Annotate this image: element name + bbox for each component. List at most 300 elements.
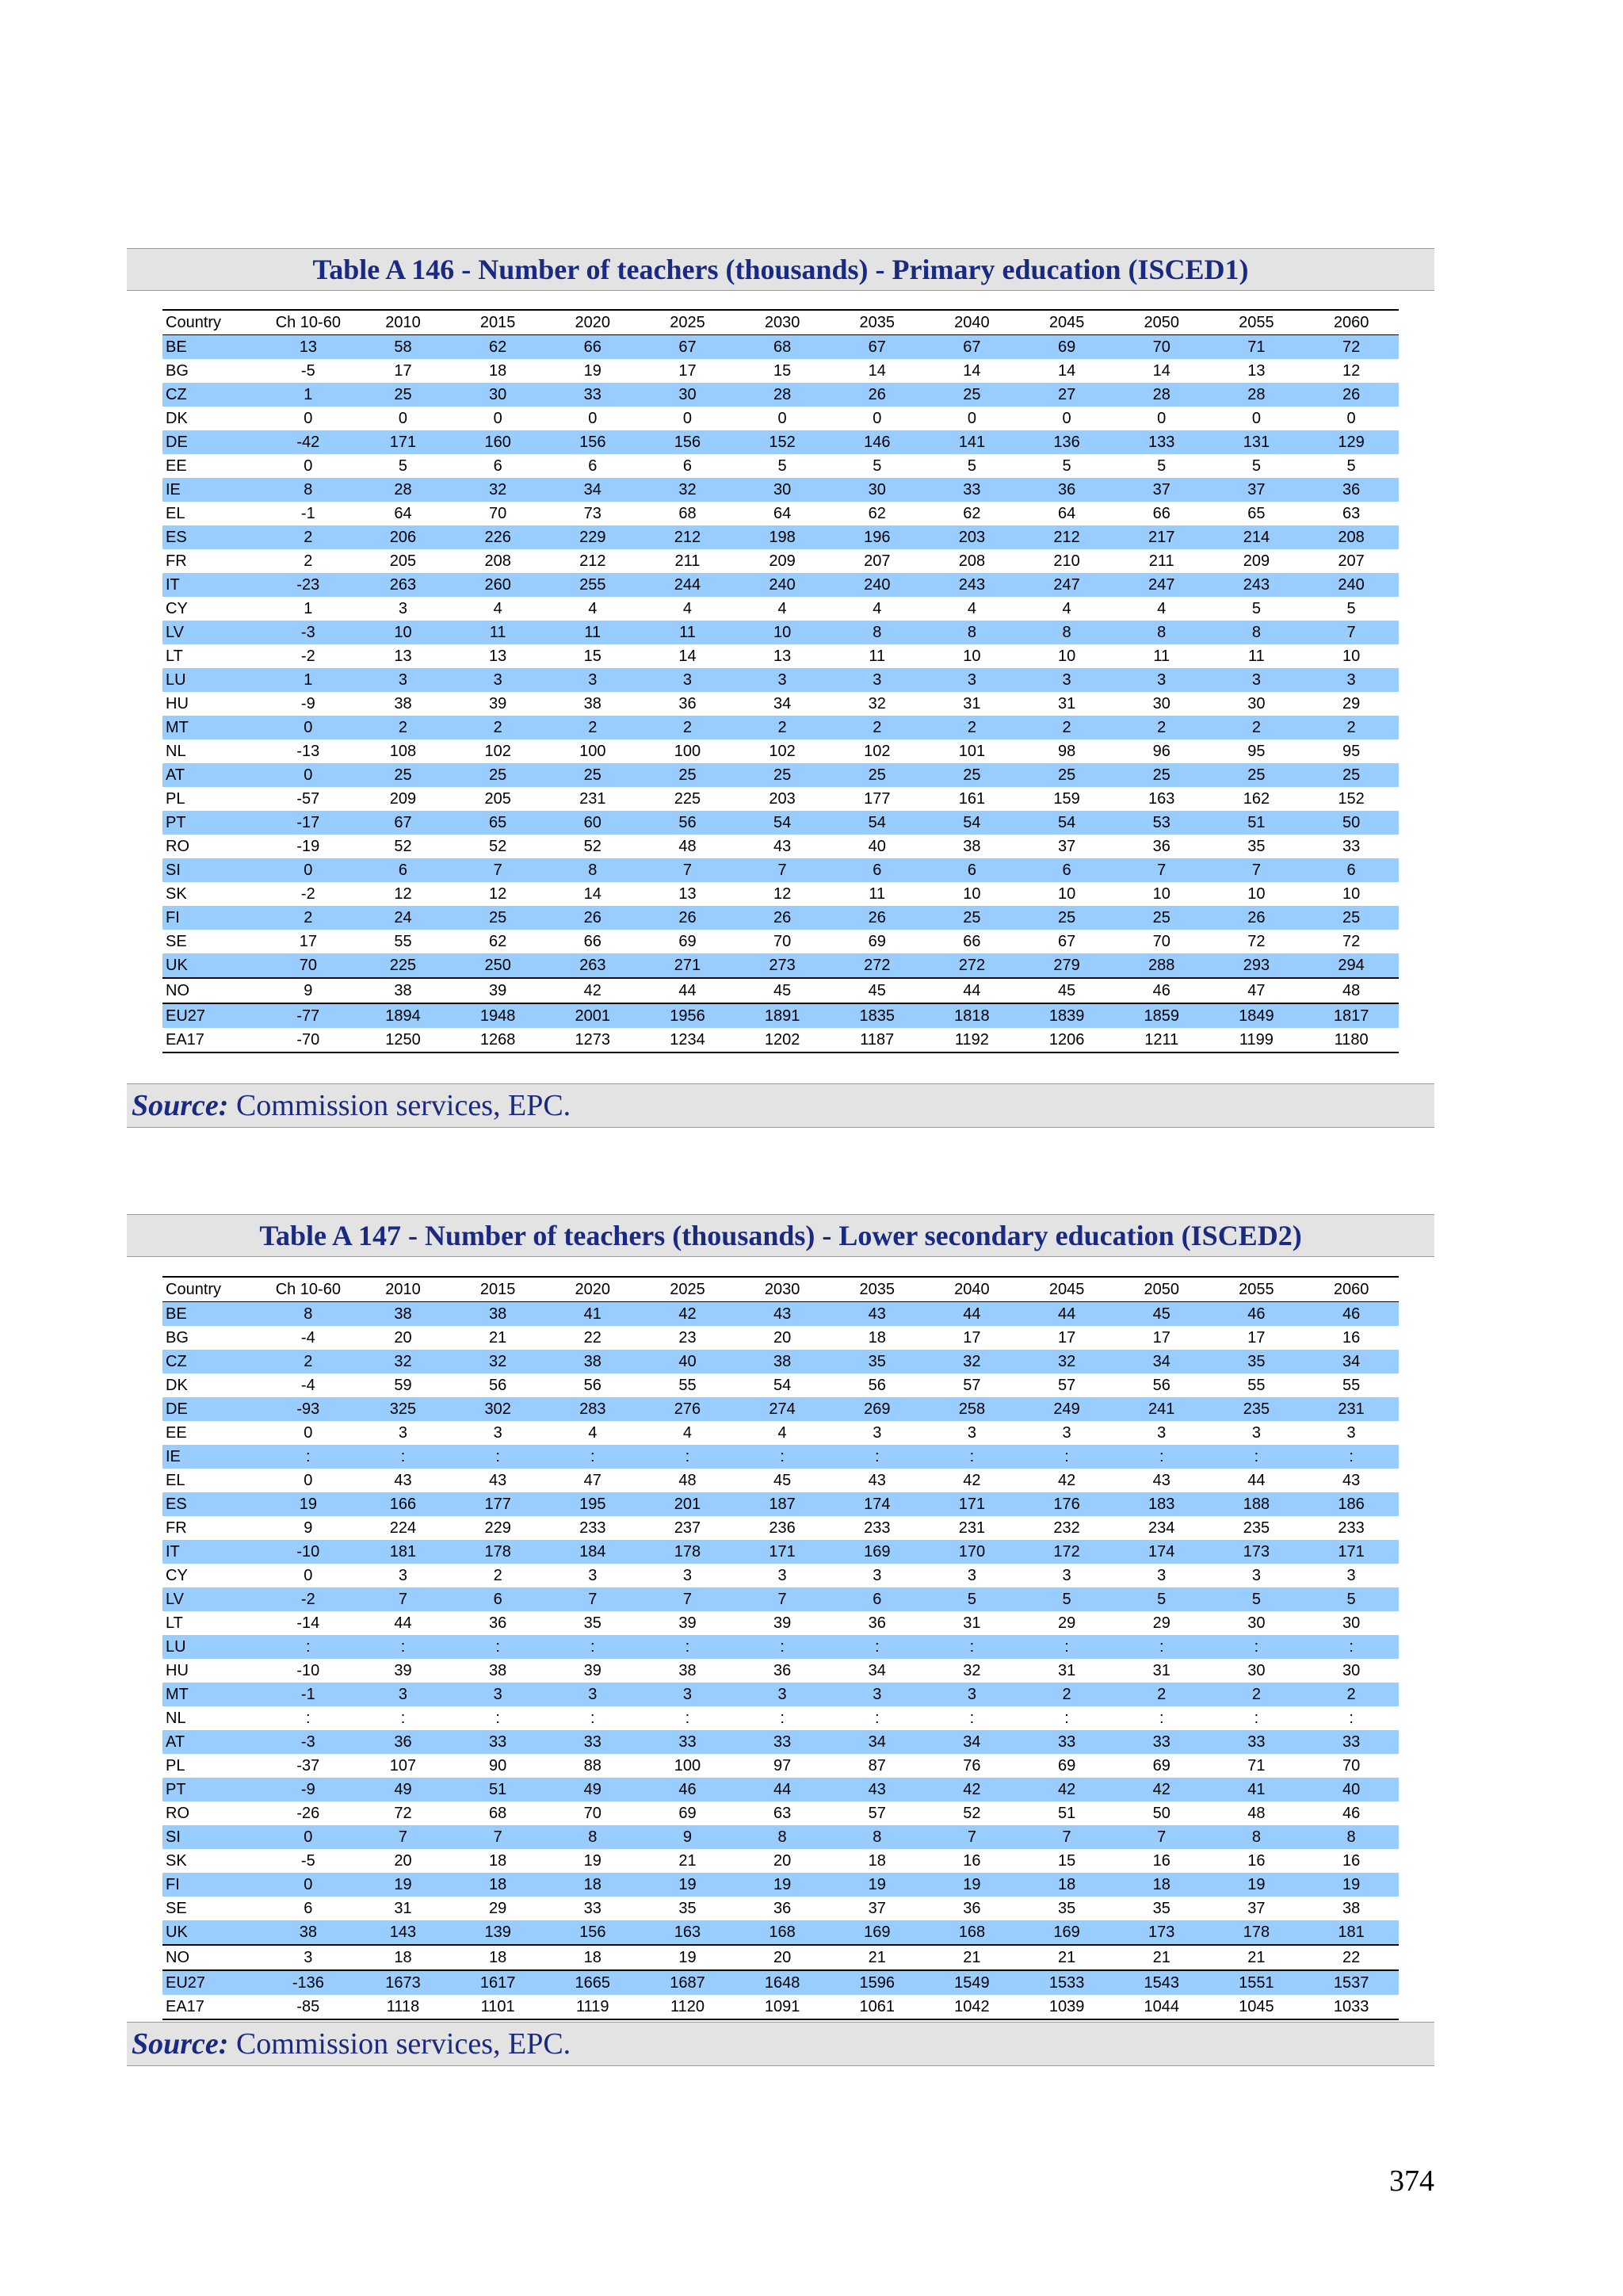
value-cell: 1948 bbox=[450, 1003, 545, 1028]
value-cell: 212 bbox=[674, 529, 701, 546]
value-cell: 3 bbox=[967, 671, 976, 689]
value-cell: 70 bbox=[299, 957, 317, 974]
value-cell: 57 bbox=[868, 1805, 886, 1822]
value-cell: 26 bbox=[678, 909, 697, 926]
value-cell: 67 bbox=[963, 338, 981, 356]
value-cell: 10 bbox=[1247, 885, 1266, 903]
table-row bbox=[162, 383, 1399, 407]
value-cell: 15 bbox=[773, 362, 792, 380]
value-cell: 44 bbox=[925, 978, 1020, 1003]
value-cell: 46 bbox=[678, 1781, 697, 1798]
value-cell: 152 bbox=[769, 434, 796, 451]
value-cell: -19 bbox=[296, 838, 320, 855]
country-cell: UK bbox=[166, 1924, 188, 1941]
value-cell: 3 bbox=[682, 671, 693, 689]
value-cell: -26 bbox=[296, 1805, 320, 1822]
primary-education-table bbox=[162, 309, 1399, 1053]
country-cell: HU bbox=[166, 695, 189, 712]
value-cell: 50 bbox=[1342, 814, 1361, 831]
value-cell: 25 bbox=[1057, 766, 1076, 784]
table-row bbox=[162, 716, 1399, 739]
value-cell: 35 bbox=[678, 1900, 697, 1917]
value-cell: 43 bbox=[773, 838, 792, 855]
value-cell: 172 bbox=[1053, 1543, 1080, 1561]
value-cell: 35 bbox=[1247, 1353, 1266, 1370]
value-cell: 8 bbox=[304, 1305, 313, 1323]
value-cell: 34 bbox=[868, 1662, 886, 1679]
value-cell: 21 bbox=[1114, 1945, 1209, 1970]
value-cell: 19 bbox=[678, 1876, 697, 1893]
value-cell: 38 bbox=[394, 695, 412, 712]
value-cell: : bbox=[400, 1448, 406, 1465]
country-cell: IE bbox=[166, 1448, 181, 1465]
value-cell: 40 bbox=[678, 1353, 697, 1370]
country-cell: NL bbox=[166, 1710, 186, 1727]
value-cell: : bbox=[969, 1710, 975, 1727]
country-cell: EL bbox=[166, 505, 185, 522]
country-cell: AT bbox=[166, 766, 185, 784]
value-cell: 2001 bbox=[545, 1003, 640, 1028]
value-cell: 16 bbox=[1152, 1852, 1170, 1870]
country-cell: EU27 bbox=[162, 1970, 261, 1995]
value-cell: -9 bbox=[300, 1781, 315, 1798]
value-cell: : bbox=[969, 1638, 975, 1656]
value-cell: 8 bbox=[304, 481, 313, 499]
table-row bbox=[162, 454, 1399, 478]
value-cell: 0 bbox=[304, 1828, 313, 1846]
country-cell: LV bbox=[166, 624, 184, 641]
value-cell: 171 bbox=[769, 1543, 796, 1561]
value-cell: 1537 bbox=[1304, 1970, 1399, 1995]
value-cell: 1187 bbox=[830, 1028, 925, 1052]
value-cell: 45 bbox=[735, 978, 830, 1003]
value-cell: 162 bbox=[1243, 790, 1270, 808]
value-cell: 174 bbox=[864, 1496, 891, 1513]
value-cell: 30 bbox=[1342, 1614, 1361, 1632]
value-cell: : bbox=[306, 1710, 311, 1727]
value-cell: 25 bbox=[963, 386, 981, 403]
country-cell: CY bbox=[166, 600, 188, 617]
value-cell: -13 bbox=[296, 743, 320, 760]
value-cell: 7 bbox=[777, 861, 787, 879]
value-cell: 33 bbox=[1342, 1733, 1361, 1751]
value-cell: 159 bbox=[1053, 790, 1080, 808]
value-cell: 7 bbox=[777, 1591, 787, 1608]
country-cell: BE bbox=[166, 1305, 187, 1323]
value-cell: 3 bbox=[1346, 1424, 1356, 1442]
country-cell: SE bbox=[166, 933, 187, 950]
value-cell: 6 bbox=[873, 861, 882, 879]
value-cell: 1180 bbox=[1304, 1028, 1399, 1052]
value-cell: 32 bbox=[489, 1353, 507, 1370]
value-cell: 28 bbox=[1152, 386, 1170, 403]
country-cell: ES bbox=[166, 529, 187, 546]
value-cell: 3 bbox=[1157, 671, 1167, 689]
value-cell: 10 bbox=[963, 648, 981, 665]
value-cell: 1202 bbox=[735, 1028, 830, 1052]
column-header: 2035 bbox=[830, 310, 925, 335]
value-cell: 5 bbox=[1346, 1591, 1356, 1608]
value-cell: 29 bbox=[1152, 1614, 1170, 1632]
value-cell: 203 bbox=[958, 529, 986, 546]
value-cell: 30 bbox=[868, 481, 886, 499]
value-cell: 6 bbox=[493, 1591, 502, 1608]
value-cell: 2 bbox=[1062, 1686, 1071, 1703]
value-cell: 19 bbox=[868, 1876, 886, 1893]
value-cell: 56 bbox=[489, 1377, 507, 1394]
value-cell: 1549 bbox=[925, 1970, 1020, 1995]
value-cell: 13 bbox=[394, 648, 412, 665]
table-row bbox=[162, 597, 1399, 621]
page-number: 374 bbox=[1389, 2164, 1434, 2198]
column-header: 2035 bbox=[830, 1277, 925, 1302]
value-cell: 64 bbox=[1057, 505, 1076, 522]
column-header: 2040 bbox=[925, 1277, 1020, 1302]
value-cell: 72 bbox=[1247, 933, 1266, 950]
value-cell: 232 bbox=[1053, 1519, 1080, 1537]
value-cell: 240 bbox=[864, 576, 891, 594]
value-cell: : bbox=[495, 1638, 500, 1656]
table-row bbox=[162, 1995, 1399, 2019]
value-cell: 3 bbox=[1157, 1424, 1167, 1442]
value-cell: 48 bbox=[678, 1472, 697, 1489]
value-cell: 18 bbox=[545, 1945, 640, 1970]
value-cell: 7 bbox=[1157, 861, 1167, 879]
value-cell: 0 bbox=[1157, 410, 1167, 427]
value-cell: 250 bbox=[484, 957, 511, 974]
value-cell: 63 bbox=[773, 1805, 792, 1822]
value-cell: 15 bbox=[1057, 1852, 1076, 1870]
column-header: 2020 bbox=[545, 310, 640, 335]
table-row bbox=[162, 1683, 1399, 1706]
value-cell: 17 bbox=[1152, 1329, 1170, 1347]
value-cell: 269 bbox=[864, 1400, 891, 1418]
value-cell: 4 bbox=[682, 600, 693, 617]
value-cell: 70 bbox=[1152, 933, 1170, 950]
value-cell: 55 bbox=[1342, 1377, 1361, 1394]
country-cell: IE bbox=[166, 481, 181, 499]
value-cell: 4 bbox=[493, 600, 502, 617]
value-cell: 186 bbox=[1338, 1496, 1365, 1513]
table-row bbox=[162, 1970, 1399, 1995]
value-cell: 67 bbox=[1057, 933, 1076, 950]
value-cell: 3 bbox=[1062, 1424, 1071, 1442]
value-cell: 1042 bbox=[925, 1995, 1020, 2019]
value-cell: 25 bbox=[678, 766, 697, 784]
value-cell: 44 bbox=[640, 978, 735, 1003]
value-cell: 4 bbox=[588, 600, 598, 617]
value-cell: 39 bbox=[678, 1614, 697, 1632]
value-cell: 62 bbox=[489, 338, 507, 356]
value-cell: 37 bbox=[1152, 481, 1170, 499]
table-row bbox=[162, 1003, 1399, 1028]
value-cell: 27 bbox=[1057, 386, 1076, 403]
value-cell: 37 bbox=[1247, 1900, 1266, 1917]
value-cell: 3 bbox=[1251, 1567, 1261, 1584]
value-cell: 1206 bbox=[1019, 1028, 1114, 1052]
value-cell: 18 bbox=[450, 1945, 545, 1970]
value-cell: 21 bbox=[830, 1945, 925, 1970]
value-cell: 62 bbox=[963, 505, 981, 522]
value-cell: 17 bbox=[299, 933, 317, 950]
value-cell: 54 bbox=[1057, 814, 1076, 831]
value-cell: 3 bbox=[967, 1686, 976, 1703]
value-cell: 1648 bbox=[735, 1970, 830, 1995]
value-cell: 55 bbox=[1247, 1377, 1266, 1394]
value-cell: 1687 bbox=[640, 1970, 735, 1995]
value-cell: 19 bbox=[583, 1852, 601, 1870]
value-cell: 247 bbox=[1148, 576, 1175, 594]
value-cell: 288 bbox=[1148, 957, 1175, 974]
value-cell: 203 bbox=[769, 790, 796, 808]
value-cell: 70 bbox=[489, 505, 507, 522]
value-cell: 14 bbox=[963, 362, 981, 380]
value-cell: 66 bbox=[1152, 505, 1170, 522]
value-cell: 1268 bbox=[450, 1028, 545, 1052]
value-cell: 273 bbox=[769, 957, 796, 974]
value-cell: 31 bbox=[1152, 1662, 1170, 1679]
value-cell: 169 bbox=[864, 1543, 891, 1561]
table-row bbox=[162, 1326, 1399, 1350]
value-cell: 4 bbox=[588, 1424, 598, 1442]
table-row bbox=[162, 1516, 1399, 1540]
value-cell: 169 bbox=[864, 1924, 891, 1941]
column-header: 2055 bbox=[1209, 1277, 1304, 1302]
value-cell: 3 bbox=[873, 1567, 882, 1584]
table-row bbox=[162, 1730, 1399, 1754]
value-cell: 2 bbox=[1346, 719, 1356, 736]
value-cell: 101 bbox=[958, 743, 986, 760]
table-147-title: Table A 147 - Number of teachers (thousands) - Lower secondary education (ISCED2) bbox=[127, 1214, 1434, 1257]
value-cell: 44 bbox=[963, 1305, 981, 1323]
value-cell: 10 bbox=[1057, 885, 1076, 903]
value-cell: 17 bbox=[963, 1329, 981, 1347]
table-row bbox=[162, 1945, 1399, 1970]
value-cell: 0 bbox=[777, 410, 787, 427]
value-cell: 25 bbox=[489, 766, 507, 784]
table-row bbox=[162, 882, 1399, 906]
value-cell: 3 bbox=[1157, 1567, 1167, 1584]
value-cell: 3 bbox=[1062, 1567, 1071, 1584]
value-cell: 263 bbox=[389, 576, 417, 594]
value-cell: 129 bbox=[1338, 434, 1365, 451]
table-row bbox=[162, 953, 1399, 978]
value-cell: 62 bbox=[868, 505, 886, 522]
value-cell: 35 bbox=[868, 1353, 886, 1370]
column-header: 2040 bbox=[925, 310, 1020, 335]
value-cell: 13 bbox=[1247, 362, 1266, 380]
value-cell: 7 bbox=[398, 1828, 408, 1846]
value-cell: 5 bbox=[873, 457, 882, 475]
value-cell: 72 bbox=[394, 1805, 412, 1822]
value-cell: 178 bbox=[674, 1543, 701, 1561]
value-cell: 42 bbox=[1152, 1781, 1170, 1798]
value-cell: 43 bbox=[868, 1305, 886, 1323]
value-cell: 52 bbox=[394, 838, 412, 855]
value-cell: 34 bbox=[583, 481, 601, 499]
value-cell: 235 bbox=[1243, 1519, 1270, 1537]
value-cell: 41 bbox=[583, 1305, 601, 1323]
value-cell: 2 bbox=[1062, 719, 1071, 736]
value-cell: 249 bbox=[1053, 1400, 1080, 1418]
value-cell: 95 bbox=[1342, 743, 1361, 760]
value-cell: 71 bbox=[1247, 338, 1266, 356]
value-cell: 258 bbox=[958, 1400, 986, 1418]
value-cell: 19 bbox=[583, 362, 601, 380]
value-cell: 196 bbox=[864, 529, 891, 546]
value-cell: 188 bbox=[1243, 1496, 1270, 1513]
value-cell: 1 bbox=[304, 386, 313, 403]
value-cell: 1859 bbox=[1114, 1003, 1209, 1028]
table-147-source bbox=[127, 2022, 1434, 2066]
value-cell: 25 bbox=[1247, 766, 1266, 784]
value-cell: 17 bbox=[1247, 1329, 1266, 1347]
value-cell: 5 bbox=[1346, 457, 1356, 475]
value-cell: : bbox=[969, 1448, 975, 1465]
value-cell: 163 bbox=[1148, 790, 1175, 808]
value-cell: 1061 bbox=[830, 1995, 925, 2019]
value-cell: 3 bbox=[873, 1424, 882, 1442]
table-row bbox=[162, 430, 1399, 454]
value-cell: 19 bbox=[394, 1876, 412, 1893]
value-cell: 209 bbox=[1243, 552, 1270, 570]
value-cell: 3 bbox=[398, 600, 408, 617]
value-cell: -3 bbox=[300, 1733, 315, 1751]
value-cell: 64 bbox=[773, 505, 792, 522]
value-cell: 18 bbox=[489, 1876, 507, 1893]
value-cell: 18 bbox=[489, 362, 507, 380]
value-cell: 156 bbox=[674, 434, 701, 451]
value-cell: 51 bbox=[1247, 814, 1266, 831]
value-cell: 6 bbox=[398, 861, 408, 879]
value-cell: 211 bbox=[674, 552, 701, 570]
value-cell: 156 bbox=[579, 434, 606, 451]
value-cell: 95 bbox=[1247, 743, 1266, 760]
value-cell: 70 bbox=[1342, 1757, 1361, 1775]
value-cell: 33 bbox=[583, 1900, 601, 1917]
value-cell: 24 bbox=[394, 909, 412, 926]
value-cell: 2 bbox=[304, 552, 313, 570]
value-cell: 231 bbox=[579, 790, 606, 808]
value-cell: 293 bbox=[1243, 957, 1270, 974]
country-cell: NL bbox=[166, 743, 186, 760]
value-cell: 21 bbox=[1019, 1945, 1114, 1970]
value-cell: 2 bbox=[398, 719, 408, 736]
value-cell: 56 bbox=[678, 814, 697, 831]
value-cell: 3 bbox=[398, 1424, 408, 1442]
table-row bbox=[162, 1801, 1399, 1825]
value-cell: : bbox=[1064, 1448, 1069, 1465]
value-cell: 32 bbox=[963, 1662, 981, 1679]
table-header-row bbox=[162, 1277, 1399, 1302]
value-cell: -85 bbox=[261, 1995, 356, 2019]
country-cell: SE bbox=[166, 1900, 187, 1917]
value-cell: 37 bbox=[1247, 481, 1266, 499]
value-cell: 38 bbox=[583, 1353, 601, 1370]
value-cell: 14 bbox=[868, 362, 886, 380]
value-cell: 18 bbox=[1152, 1876, 1170, 1893]
value-cell: 2 bbox=[682, 719, 693, 736]
value-cell: 29 bbox=[1342, 695, 1361, 712]
value-cell: 5 bbox=[1346, 600, 1356, 617]
value-cell: 48 bbox=[1247, 1805, 1266, 1822]
value-cell: 51 bbox=[1057, 1805, 1076, 1822]
value-cell: 72 bbox=[1342, 933, 1361, 950]
value-cell: 225 bbox=[389, 957, 417, 974]
value-cell: 7 bbox=[1346, 624, 1356, 641]
value-cell: 279 bbox=[1053, 957, 1080, 974]
value-cell: 16 bbox=[1342, 1329, 1361, 1347]
value-cell: 2 bbox=[304, 909, 313, 926]
country-cell: DE bbox=[166, 1400, 188, 1418]
value-cell: 69 bbox=[868, 933, 886, 950]
column-header: 2025 bbox=[640, 1277, 735, 1302]
value-cell: 50 bbox=[1152, 1805, 1170, 1822]
value-cell: 10 bbox=[1342, 648, 1361, 665]
value-cell: 13 bbox=[299, 338, 317, 356]
value-cell: 2 bbox=[1251, 719, 1261, 736]
value-cell: 16 bbox=[963, 1852, 981, 1870]
value-cell: 302 bbox=[484, 1400, 511, 1418]
value-cell: 54 bbox=[773, 1377, 792, 1394]
value-cell: 171 bbox=[1338, 1543, 1365, 1561]
value-cell: 5 bbox=[967, 457, 976, 475]
value-cell: 14 bbox=[1057, 362, 1076, 380]
value-cell: : bbox=[780, 1448, 785, 1465]
table-row bbox=[162, 359, 1399, 383]
column-header: 2045 bbox=[1019, 310, 1114, 335]
value-cell: 25 bbox=[1057, 909, 1076, 926]
value-cell: 209 bbox=[389, 790, 417, 808]
value-cell: 71 bbox=[1247, 1757, 1266, 1775]
value-cell: -37 bbox=[296, 1757, 320, 1775]
value-cell: 100 bbox=[579, 743, 606, 760]
value-cell: 42 bbox=[1057, 1781, 1076, 1798]
value-cell: 0 bbox=[304, 1472, 313, 1489]
column-header: 2055 bbox=[1209, 310, 1304, 335]
value-cell: -70 bbox=[261, 1028, 356, 1052]
value-cell: -23 bbox=[296, 576, 320, 594]
country-cell: CZ bbox=[166, 386, 187, 403]
value-cell: 69 bbox=[1057, 1757, 1076, 1775]
value-cell: 174 bbox=[1148, 1543, 1175, 1561]
value-cell: 209 bbox=[769, 552, 796, 570]
country-cell: PL bbox=[166, 1757, 185, 1775]
value-cell: 8 bbox=[873, 624, 882, 641]
value-cell: 33 bbox=[1247, 1733, 1266, 1751]
value-cell: 1199 bbox=[1209, 1028, 1304, 1052]
value-cell: 201 bbox=[674, 1496, 701, 1513]
value-cell: 3 bbox=[1251, 1424, 1261, 1442]
value-cell: 7 bbox=[1062, 1828, 1071, 1846]
value-cell: 2 bbox=[1157, 719, 1167, 736]
value-cell: 49 bbox=[583, 1781, 601, 1798]
value-cell: : bbox=[1159, 1710, 1164, 1727]
value-cell: 1045 bbox=[1209, 1995, 1304, 2019]
value-cell: 36 bbox=[678, 695, 697, 712]
value-cell: 36 bbox=[773, 1662, 792, 1679]
value-cell: 18 bbox=[356, 1945, 451, 1970]
value-cell: 65 bbox=[489, 814, 507, 831]
value-cell: : bbox=[1064, 1638, 1069, 1656]
value-cell: 35 bbox=[583, 1614, 601, 1632]
value-cell: 20 bbox=[394, 1329, 412, 1347]
value-cell: 183 bbox=[1148, 1496, 1175, 1513]
value-cell: 233 bbox=[579, 1519, 606, 1537]
value-cell: 1 bbox=[304, 600, 313, 617]
value-cell: 4 bbox=[682, 1424, 693, 1442]
value-cell: 38 bbox=[583, 695, 601, 712]
